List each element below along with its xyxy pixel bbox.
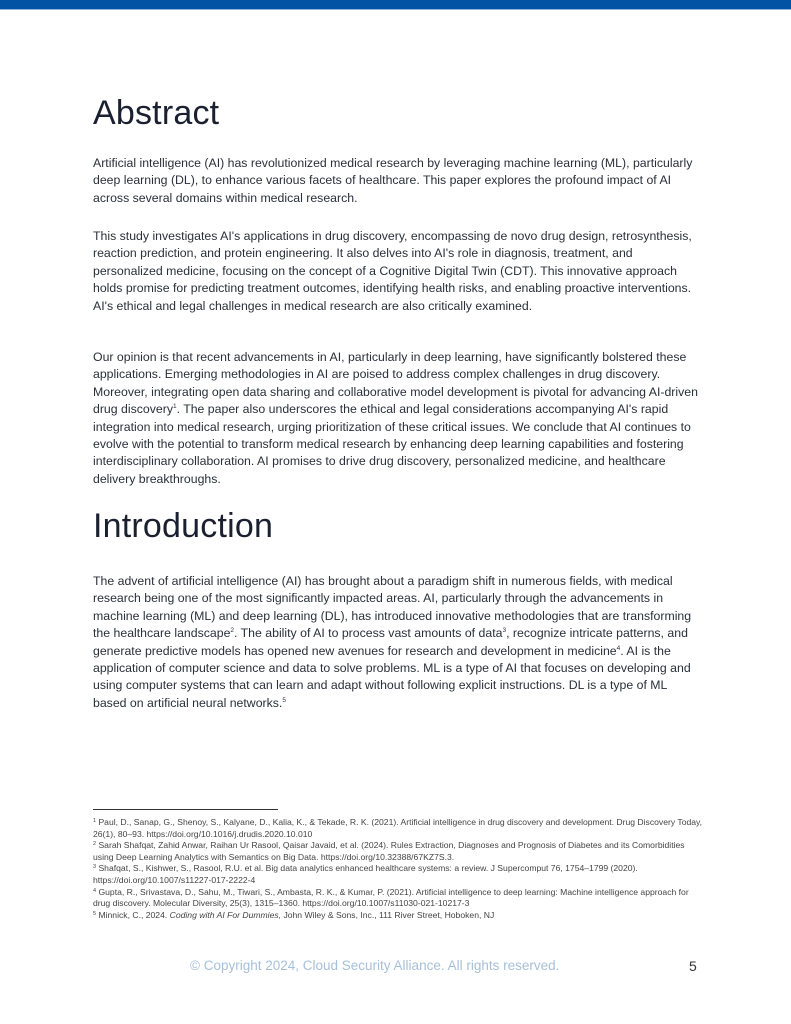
footnote-number: 1 <box>93 818 97 824</box>
top-accent-bar <box>0 0 791 10</box>
introduction-heading: Introduction <box>93 507 274 545</box>
text: Our opinion is that recent advancements in AI, particularly in deep learning, have significantly bolstered these applications. Emerging methodologies in AI are poised to address complex challenges in drug discovery. Moreover, integrating open data sharing and collaborative model development is pivotal for advancing AI-driven drug discovery <box>93 350 698 417</box>
footnote-number: 2 <box>93 841 97 848</box>
footnote-ref-4[interactable]: 4 <box>616 644 621 652</box>
footnote-text: John Wiley & Sons, Inc., 111 River Street, Hoboken, NJ <box>281 909 495 920</box>
footnote-ref-2[interactable]: 2 <box>230 627 235 635</box>
copyright-footer: © Copyright 2024, Cloud Security Alliance. All rights reserved. <box>190 958 560 973</box>
footnote-3 <box>93 863 703 886</box>
footnote-text: Gupta, R., Srivastava, D., Sahu, M., Tiwari, S., Ambasta, R. K., & Kumar, P. (2021). Artificial intelligence to deep learning: Machine intelligence approach for drug discovery. Molecular Diversity, 25(3), 1315–1360. https://doi.org/10.1007/s11030-021-10217-3 <box>93 886 689 909</box>
text: , recognize intricate patterns, and generate predictive models has opened new avenues for research and development in medicine <box>93 626 688 658</box>
footnote-2 <box>93 840 703 863</box>
footnote-1 <box>93 817 703 840</box>
footnotes <box>93 817 703 921</box>
text: . The ability of AI to process vast amounts of data <box>234 626 503 641</box>
text: The advent of artificial intelligence (AI) has brought about a paradigm shift in numerous fields, with medical research being one of the most significantly impacted areas. AI, particularly through the advancements in machine learning (ML) and deep learning (DL), has introduced innovative methodologies that are transforming the healthcare landscape <box>93 574 692 641</box>
footnote-number: 5 <box>93 910 97 917</box>
footnote-text: Paul, D., Sanap, G., Shenoy, S., Kalyane, D., Kalia, K., & Tekade, R. K. (2021). Artificial intelligence in drug discovery and development. Drug Discovery Today, 26(1), 80–93. https://doi.org/10.1016/j.drudis.2020.10.010 <box>93 817 703 839</box>
footnote-number: 3 <box>93 864 97 871</box>
footnote-book-title: Coding with AI For Dummies, <box>169 909 282 920</box>
footnote-number: 4 <box>93 887 97 894</box>
footnote-text: Shafqat, S., Kishwer, S., Rasool, R.U. et al. Big data analytics enhanced healthcare systems: a review. J Supercomput 76, 1754–1799 (2020). https://doi.org/10.1007/s11227-017-2222-4 <box>93 863 638 885</box>
footnote-text: Sarah Shafqat, Zahid Anwar, Raihan Ur Rasool, Qaisar Javaid, et al. (2024). Rules Extraction, Diagnoses and Prognosis of Diabetes and its Comorbidities using Deep Learning Analytics with Semantics on Big Data. https://doi.org/10.32388/67KZ7S.3. <box>93 840 685 862</box>
abstract-heading: Abstract <box>93 94 220 132</box>
page-number: 5 <box>689 958 697 974</box>
footnote-5 <box>93 910 703 922</box>
footnote-ref-5[interactable]: 5 <box>282 696 286 704</box>
text: . The paper also underscores the ethical and legal considerations accompanying AI's rapid integration into medical research, urging prioritization of these critical issues. We conclude that AI continues to evolve with the potential to transform medical research by enhancing deep learning capabilities and fostering interdisciplinary collaboration. AI promises to drive drug discovery, personalized medicine, and healthcare delivery breakthroughs. <box>93 402 691 486</box>
text: . AI is the application of computer science and data to solve problems. ML is a type of AI that focuses on developing and using computer systems that can learn and adapt without following explicit instructions. DL is a type of ML based on artificial neural networks. <box>93 643 691 710</box>
abstract-paragraph-3 <box>93 349 699 488</box>
introduction-paragraph <box>93 573 699 712</box>
footnote-divider <box>93 809 278 810</box>
footnote-ref-1[interactable]: 1 <box>172 403 177 411</box>
footnote-text: Minnick, C., 2024. <box>98 909 170 920</box>
footnote-4 <box>93 887 703 910</box>
abstract-paragraph-1: Artificial intelligence (AI) has revolutionized medical research by leveraging machine learning (ML), particularly deep learning (DL), to enhance various facets of healthcare. This paper explores the profound impact of AI across several domains within medical research. <box>93 156 693 205</box>
footnote-ref-3[interactable]: 3 <box>502 627 507 635</box>
abstract-paragraph-2: This study investigates AI's applications in drug discovery, encompassing de novo drug design, retrosynthesis, reaction prediction, and protein engineering. It also delves into AI's role in diagnosis, treatment, and personalized medicine, focusing on the concept of a Cognitive Digital Twin (CDT). This innovative approach holds promise for predicting treatment outcomes, identifying health risks, and enabling proactive interventions. AI's ethical and legal challenges in medical research are also critically examined. <box>93 229 692 313</box>
